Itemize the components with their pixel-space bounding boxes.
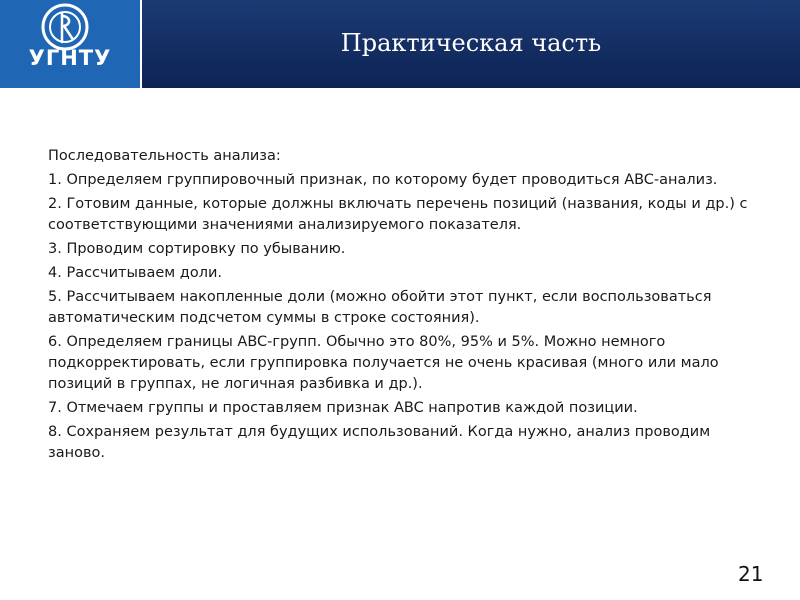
- list-item: 8. Сохраняем результат для будущих использований. Когда нужно, анализ проводим заново.: [48, 424, 711, 461]
- logo-text: УГНТУ: [28, 46, 112, 70]
- title-bar: [142, 0, 800, 88]
- list-item: 3. Проводим сортировку по убыванию.: [48, 241, 346, 257]
- list-item: 2. Готовим данные, которые должны включать перечень позиций (названия, коды и др.) с соответствующими значениями анализируемого показателя.: [48, 196, 748, 233]
- list-item: 5. Рассчитываем накопленные доли (можно обойти этот пункт, если воспользоваться автоматическим подсчетом суммы в строке состояния).: [48, 289, 712, 326]
- content-heading: Последовательность анализа:: [48, 148, 281, 164]
- university-logo: [0, 0, 140, 88]
- list-item: 7. Отмечаем группы и проставляем признак ABC напротив каждой позиции.: [48, 400, 638, 416]
- slide-content: [48, 146, 768, 467]
- list-item: 4. Рассчитываем доли.: [48, 265, 222, 281]
- page-number: 21: [738, 562, 764, 586]
- list-item: 6. Определяем границы ABC-групп. Обычно это 80%, 95% и 5%. Можно немного подкорректировать, если группировка получается не очень красивая (много или мало позиций в группах, не логичная разбивка и др.).: [48, 334, 719, 392]
- emblem-icon: [40, 2, 90, 52]
- list-item: 1. Определяем группировочный признак, по которому будет проводиться ABC-анализ.: [48, 172, 718, 188]
- slide-title: Практическая часть: [340, 29, 602, 57]
